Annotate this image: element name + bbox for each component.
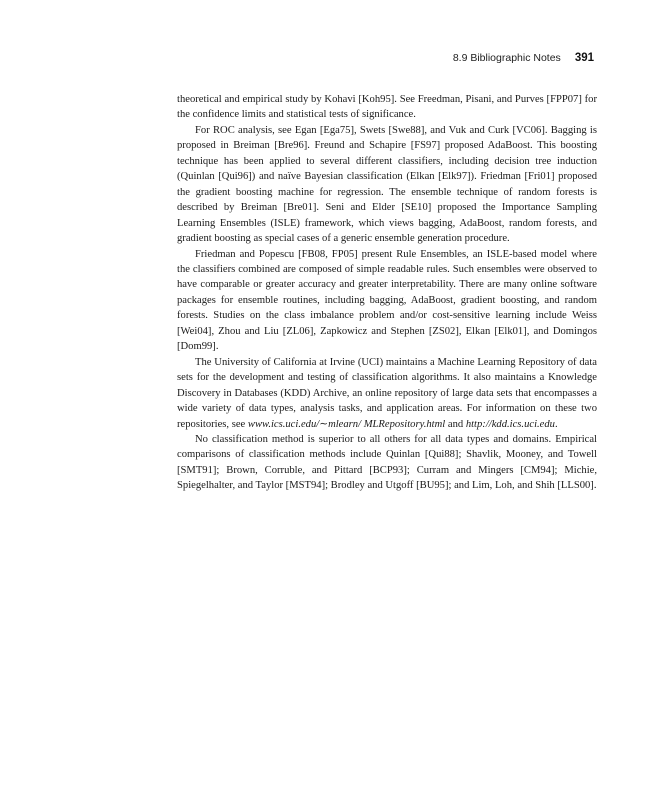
- kdd-archive-url[interactable]: http://kdd.ics.uci.edu: [465, 418, 555, 430]
- paragraph-continued: theoretical and empirical study by Kohavi [Koh95]. See Freedman, Pisani, and Purves [FPP07] for the confidence limits and statistical tests of significance.: [177, 94, 597, 121]
- section-title: 8.9 Bibliographic Notes: [452, 52, 561, 64]
- running-head: [453, 51, 594, 65]
- paragraph-comparisons: No classification method is superior to all others for all data types and domains. Empirical comparisons of classification methods include Quinlan [Qui88]; Shavlik, Mooney, and Towell [SMT91]; Brown, Corruble, and Pittard [BCP93]; Curram and Mingers [CM94]; Michie, Spiegelhalter, and Taylor [MST94]; Brodley and Utgoff [BU95]; and Lim, Loh, and Shih [LLS00].: [177, 433, 597, 492]
- paragraph-roc-ensembles: For ROC analysis, see Egan [Ega75], Swets [Swe88], and Vuk and Curk [VC06]. Bagging is proposed in Breiman [Bre96]. Freund and Schapire [FS97] proposed AdaBoost. This boosting technique has been applied to several different classifiers, including decision tree induction (Quinlan [Qui96]) and naïve Bayesian classification (Elkan [Elk97]). Friedman [Fri01] proposed the gradient boosting machine for regression. The ensemble technique of random forests is described by Breiman [Bre01]. Seni and Elder [SE10] proposed the Importance Sampling Learning Ensembles (ISLE) framework, which views bagging, AdaBoost, random forests, and gradient boosting as special cases of a generic ensemble generation procedure.: [177, 124, 597, 245]
- body-text: [177, 92, 597, 494]
- ml-repository-url[interactable]: www.ics.uci.edu/∼mlearn/ MLRepository.html: [247, 418, 446, 430]
- page-number: 391: [574, 52, 594, 64]
- paragraph-uci-repository: [177, 355, 597, 432]
- uci-text-before: The University of California at Irvine (UCI) maintains a Machine Learning Repository of data sets for the development and testing of classification algorithms. It also maintains a Knowledge Discovery in Databases (KDD) Archive, an online repository of large data sets that encompasses a wide variety of data types, analysis tasks, and application areas. For information on these two repositories, see: [177, 356, 597, 430]
- uci-text-after: .: [554, 418, 558, 430]
- uci-text-middle: and: [445, 418, 466, 430]
- paragraph-rule-ensembles: Friedman and Popescu [FB08, FP05] present Rule Ensembles, an ISLE-based model where the classifiers combined are composed of simple readable rules. Such ensembles were observed to have comparable or greater accuracy and greater interpretability. There are many online software packages for ensemble routines, including bagging, AdaBoost, gradient boosting, and random forests. Studies on the class imbalance problem and/or cost-sensitive learning include Weiss [Wei04], Zhou and Liu [ZL06], Zapkowicz and Stephen [ZS02], Elkan [Elk01], and Domingos [Dom99].: [177, 248, 597, 353]
